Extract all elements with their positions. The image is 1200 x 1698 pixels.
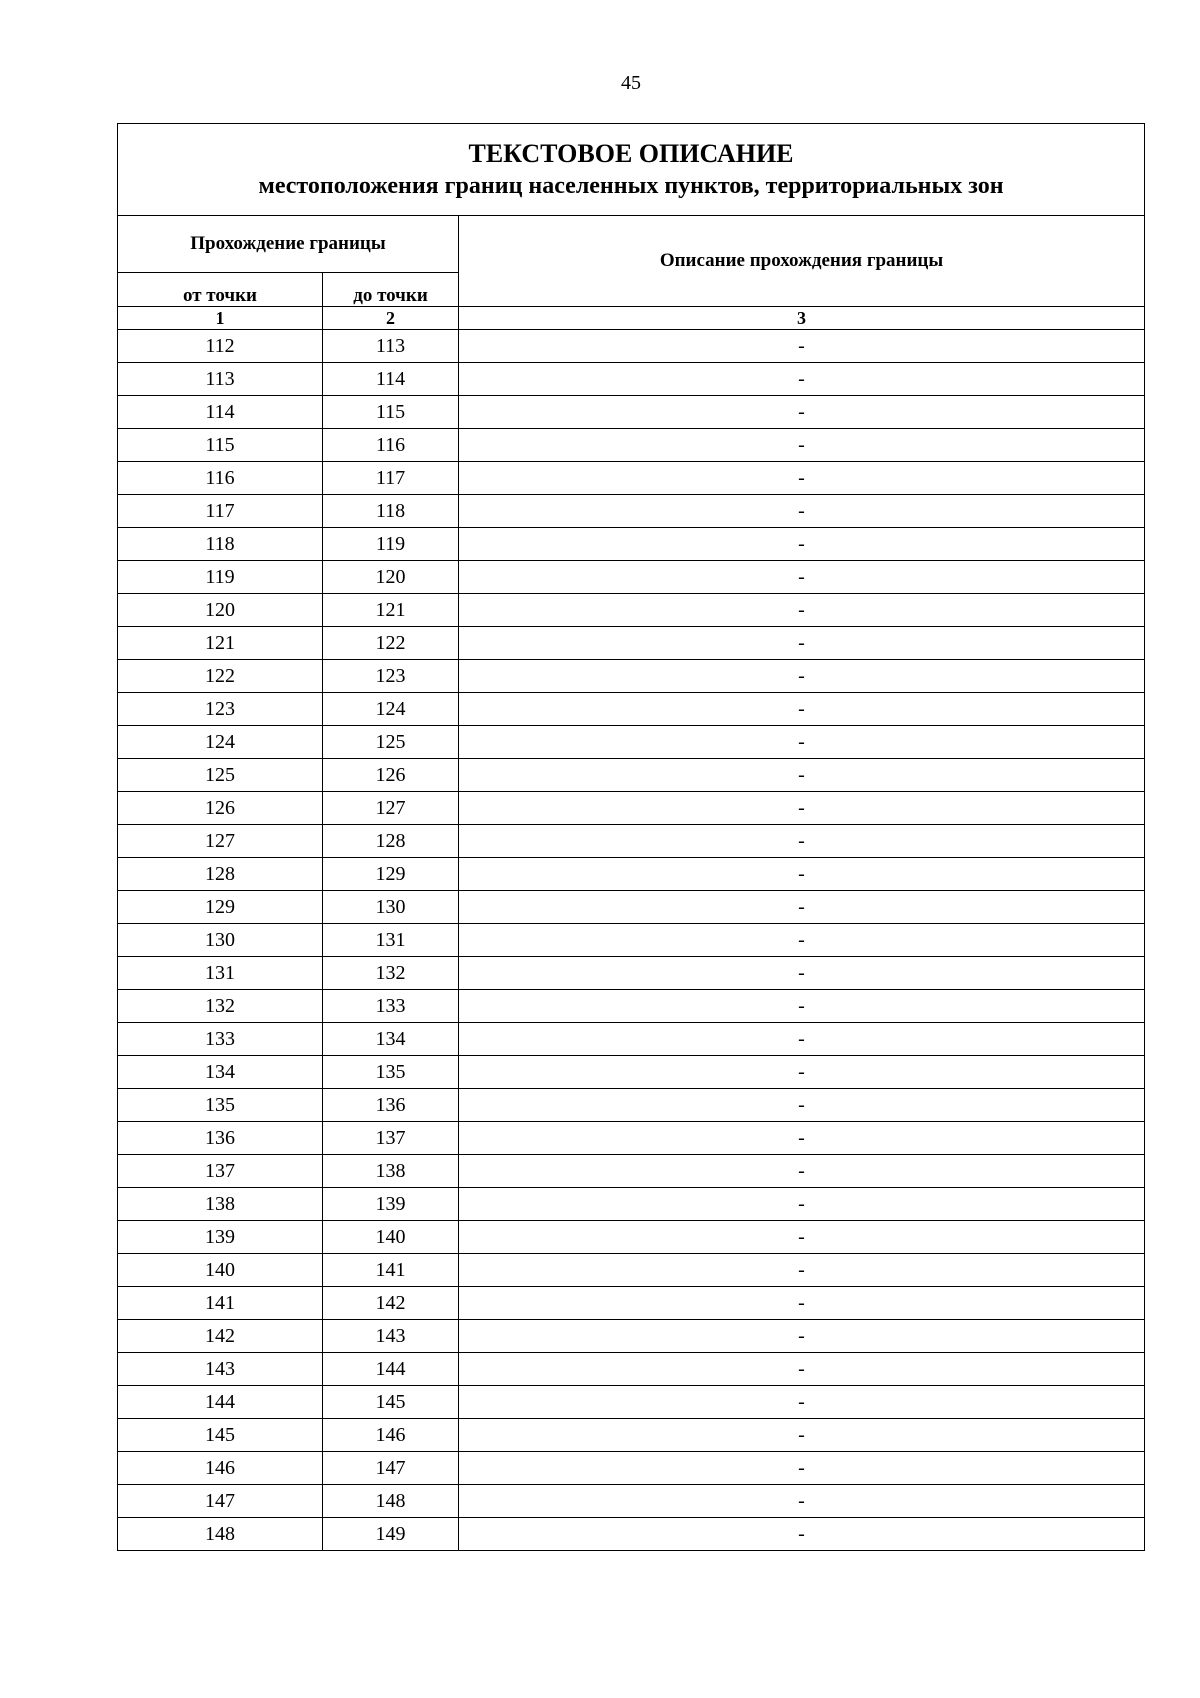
to-point-cell: 145: [323, 1386, 459, 1419]
table-row: [118, 1452, 1145, 1485]
description-cell: -: [459, 594, 1145, 627]
description-cell: -: [459, 429, 1145, 462]
from-point-cell: 123: [118, 693, 323, 726]
column-number-2: 2: [323, 307, 459, 330]
title-cell: [118, 124, 1145, 216]
to-point-cell: 126: [323, 759, 459, 792]
description-cell: -: [459, 462, 1145, 495]
from-point-cell: 145: [118, 1419, 323, 1452]
from-point-cell: 114: [118, 396, 323, 429]
table-row: [118, 660, 1145, 693]
to-point-cell: 137: [323, 1122, 459, 1155]
to-point-cell: 127: [323, 792, 459, 825]
description-cell: -: [459, 1287, 1145, 1320]
table-row: [118, 1485, 1145, 1518]
description-cell: -: [459, 891, 1145, 924]
table-row: [118, 1386, 1145, 1419]
table-row: [118, 759, 1145, 792]
table-row: [118, 825, 1145, 858]
from-point-cell: 137: [118, 1155, 323, 1188]
table-row: [118, 1023, 1145, 1056]
to-point-cell: 128: [323, 825, 459, 858]
document-subtitle: местоположения границ населенных пунктов, территориальных зон: [258, 172, 1004, 199]
from-point-cell: 113: [118, 363, 323, 396]
description-cell: -: [459, 528, 1145, 561]
table-row: [118, 1287, 1145, 1320]
description-cell: -: [459, 693, 1145, 726]
table-row: [118, 363, 1145, 396]
from-point-cell: 131: [118, 957, 323, 990]
table-row: [118, 594, 1145, 627]
from-point-cell: 124: [118, 726, 323, 759]
to-point-cell: 138: [323, 1155, 459, 1188]
from-point-cell: 127: [118, 825, 323, 858]
table-row: [118, 561, 1145, 594]
description-cell: -: [459, 1188, 1145, 1221]
table-row: [118, 957, 1145, 990]
table-row: [118, 1155, 1145, 1188]
header-to-point: до точки: [323, 273, 459, 307]
from-point-cell: 142: [118, 1320, 323, 1353]
from-point-cell: 133: [118, 1023, 323, 1056]
description-cell: -: [459, 1419, 1145, 1452]
description-cell: -: [459, 1056, 1145, 1089]
from-point-cell: 136: [118, 1122, 323, 1155]
header-row-numbers: [118, 307, 1145, 330]
from-point-cell: 121: [118, 627, 323, 660]
header-description: Описание прохождения границы: [459, 216, 1145, 307]
from-point-cell: 119: [118, 561, 323, 594]
from-point-cell: 138: [118, 1188, 323, 1221]
table-row: [118, 396, 1145, 429]
table-row: [118, 1122, 1145, 1155]
from-point-cell: 122: [118, 660, 323, 693]
title-row: [118, 124, 1145, 216]
description-cell: -: [459, 1485, 1145, 1518]
from-point-cell: 146: [118, 1452, 323, 1485]
table-row: [118, 1221, 1145, 1254]
from-point-cell: 130: [118, 924, 323, 957]
to-point-cell: 142: [323, 1287, 459, 1320]
to-point-cell: 146: [323, 1419, 459, 1452]
table-row: [118, 858, 1145, 891]
from-point-cell: 118: [118, 528, 323, 561]
to-point-cell: 113: [323, 330, 459, 363]
from-point-cell: 132: [118, 990, 323, 1023]
to-point-cell: 120: [323, 561, 459, 594]
description-cell: -: [459, 1320, 1145, 1353]
table-row: [118, 1419, 1145, 1452]
to-point-cell: 131: [323, 924, 459, 957]
document-title: ТЕКСТОВОЕ ОПИСАНИЕ: [468, 138, 794, 168]
boundary-description-table: [117, 123, 1145, 1551]
table-row: [118, 462, 1145, 495]
from-point-cell: 135: [118, 1089, 323, 1122]
from-point-cell: 148: [118, 1518, 323, 1551]
table-row: [118, 1320, 1145, 1353]
table-row: [118, 1056, 1145, 1089]
description-cell: -: [459, 792, 1145, 825]
to-point-cell: 130: [323, 891, 459, 924]
description-cell: -: [459, 1254, 1145, 1287]
table-row: [118, 429, 1145, 462]
description-cell: -: [459, 1452, 1145, 1485]
to-point-cell: 140: [323, 1221, 459, 1254]
description-cell: -: [459, 726, 1145, 759]
table-row: [118, 990, 1145, 1023]
to-point-cell: 116: [323, 429, 459, 462]
table-row: [118, 1518, 1145, 1551]
to-point-cell: 122: [323, 627, 459, 660]
description-cell: -: [459, 1155, 1145, 1188]
to-point-cell: 115: [323, 396, 459, 429]
table-row: [118, 1188, 1145, 1221]
description-cell: -: [459, 561, 1145, 594]
to-point-cell: 149: [323, 1518, 459, 1551]
to-point-cell: 135: [323, 1056, 459, 1089]
description-cell: -: [459, 330, 1145, 363]
from-point-cell: 147: [118, 1485, 323, 1518]
to-point-cell: 141: [323, 1254, 459, 1287]
from-point-cell: 126: [118, 792, 323, 825]
description-cell: -: [459, 1386, 1145, 1419]
description-cell: -: [459, 825, 1145, 858]
to-point-cell: 143: [323, 1320, 459, 1353]
table-row: [118, 528, 1145, 561]
description-cell: -: [459, 495, 1145, 528]
to-point-cell: 123: [323, 660, 459, 693]
to-point-cell: 133: [323, 990, 459, 1023]
description-cell: -: [459, 957, 1145, 990]
header-from-point: от точки: [118, 273, 323, 307]
table-row: [118, 330, 1145, 363]
table-row: [118, 924, 1145, 957]
description-cell: -: [459, 627, 1145, 660]
from-point-cell: 116: [118, 462, 323, 495]
to-point-cell: 117: [323, 462, 459, 495]
table-row: [118, 792, 1145, 825]
from-point-cell: 125: [118, 759, 323, 792]
from-point-cell: 143: [118, 1353, 323, 1386]
table-row: [118, 1089, 1145, 1122]
column-number-3: 3: [459, 307, 1145, 330]
from-point-cell: 144: [118, 1386, 323, 1419]
description-cell: -: [459, 1089, 1145, 1122]
to-point-cell: 147: [323, 1452, 459, 1485]
description-cell: -: [459, 759, 1145, 792]
header-boundary-passage: Прохождение границы: [118, 216, 459, 273]
description-cell: -: [459, 660, 1145, 693]
description-cell: -: [459, 396, 1145, 429]
description-cell: -: [459, 1023, 1145, 1056]
from-point-cell: 134: [118, 1056, 323, 1089]
page-number: 45: [621, 72, 641, 94]
description-cell: -: [459, 990, 1145, 1023]
from-point-cell: 129: [118, 891, 323, 924]
to-point-cell: 136: [323, 1089, 459, 1122]
to-point-cell: 144: [323, 1353, 459, 1386]
description-cell: -: [459, 1221, 1145, 1254]
table-row: [118, 891, 1145, 924]
column-number-1: 1: [118, 307, 323, 330]
table-row: [118, 726, 1145, 759]
from-point-cell: 117: [118, 495, 323, 528]
table-row: [118, 1353, 1145, 1386]
to-point-cell: 118: [323, 495, 459, 528]
from-point-cell: 140: [118, 1254, 323, 1287]
to-point-cell: 129: [323, 858, 459, 891]
description-cell: -: [459, 363, 1145, 396]
table-row: [118, 1254, 1145, 1287]
description-cell: -: [459, 1353, 1145, 1386]
to-point-cell: 119: [323, 528, 459, 561]
from-point-cell: 115: [118, 429, 323, 462]
from-point-cell: 112: [118, 330, 323, 363]
to-point-cell: 121: [323, 594, 459, 627]
table-row: [118, 627, 1145, 660]
to-point-cell: 148: [323, 1485, 459, 1518]
to-point-cell: 134: [323, 1023, 459, 1056]
description-cell: -: [459, 858, 1145, 891]
header-row-group: [118, 216, 1145, 273]
to-point-cell: 114: [323, 363, 459, 396]
description-cell: -: [459, 1122, 1145, 1155]
table-row: [118, 495, 1145, 528]
to-point-cell: 125: [323, 726, 459, 759]
table-row: [118, 693, 1145, 726]
from-point-cell: 128: [118, 858, 323, 891]
to-point-cell: 124: [323, 693, 459, 726]
description-cell: -: [459, 1518, 1145, 1551]
from-point-cell: 139: [118, 1221, 323, 1254]
description-cell: -: [459, 924, 1145, 957]
from-point-cell: 120: [118, 594, 323, 627]
to-point-cell: 139: [323, 1188, 459, 1221]
from-point-cell: 141: [118, 1287, 323, 1320]
to-point-cell: 132: [323, 957, 459, 990]
